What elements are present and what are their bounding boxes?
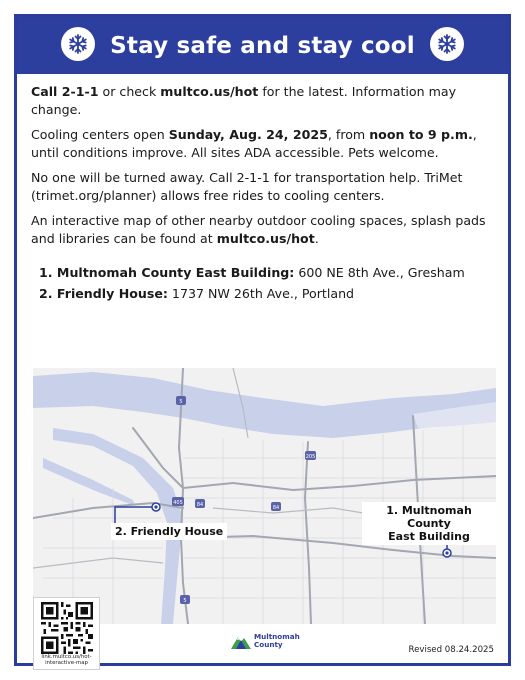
title-banner xyxy=(17,17,508,74)
map-label-east-building: 1. Multnomah County East Building xyxy=(362,502,496,545)
page-title: Stay safe and stay cool xyxy=(110,32,415,59)
open-hours: noon to 9 p.m. xyxy=(369,127,473,142)
svg-text:405: 405 xyxy=(173,500,183,506)
area-map[interactable] xyxy=(33,368,496,624)
site-address: 1737 NW 26th Ave., Portland xyxy=(167,286,355,301)
site-name: 2. Friendly House: xyxy=(39,286,168,301)
flyer-page xyxy=(14,14,511,666)
list-item xyxy=(39,284,499,304)
svg-text:205: 205 xyxy=(305,454,316,460)
website-link[interactable]: multco.us/hot xyxy=(160,84,259,99)
info-text xyxy=(31,83,497,255)
map-label-friendly-house: 2. Friendly House xyxy=(111,523,227,540)
cooling-sites-list xyxy=(39,263,499,305)
info-paragraph-transport: No one will be turned away. Call 2-1-1 for transportation help. TriMet (trimet.org/planner) allows free rides to cooling centers. xyxy=(31,170,463,203)
info-paragraph-call: Call 2-1-1 or check multco.us/hot for the latest. Information may change. xyxy=(31,84,457,117)
qr-code[interactable] xyxy=(33,597,100,670)
svg-text:5: 5 xyxy=(179,399,183,405)
revised-date: Revised 08.24.2025 xyxy=(408,645,494,655)
list-item xyxy=(39,263,499,283)
website-link[interactable]: multco.us/hot xyxy=(216,230,315,246)
qr-caption: link.multco.us/hot- interactive-map xyxy=(41,653,92,666)
svg-text:5: 5 xyxy=(183,598,187,604)
svg-text:84: 84 xyxy=(272,505,280,511)
snowflake-icon xyxy=(430,27,464,61)
open-date: Sunday, Aug. 24, 2025 xyxy=(168,127,328,142)
info-paragraph-hours: Cooling centers open Sunday, Aug. 24, 2025, from noon to 9 p.m., until conditions improve. All sites ADA accessible. Pets welcome. xyxy=(31,127,477,160)
info-paragraph-map: An interactive map of other nearby outdoor cooling spaces, splash pads and libraries can be found at multco.us/hot. xyxy=(31,213,486,246)
county-logo: Multnomah County xyxy=(231,633,300,649)
phone-number[interactable]: Call 2-1-1 xyxy=(31,84,99,99)
qr-code-image xyxy=(41,602,93,654)
snowflake-icon xyxy=(61,27,95,61)
site-name: 1. Multnomah County East Building: xyxy=(39,265,295,280)
site-address: 600 NE 8th Ave., Gresham xyxy=(294,265,465,280)
mountain-logo-icon xyxy=(231,633,251,649)
svg-text:84: 84 xyxy=(196,502,204,508)
